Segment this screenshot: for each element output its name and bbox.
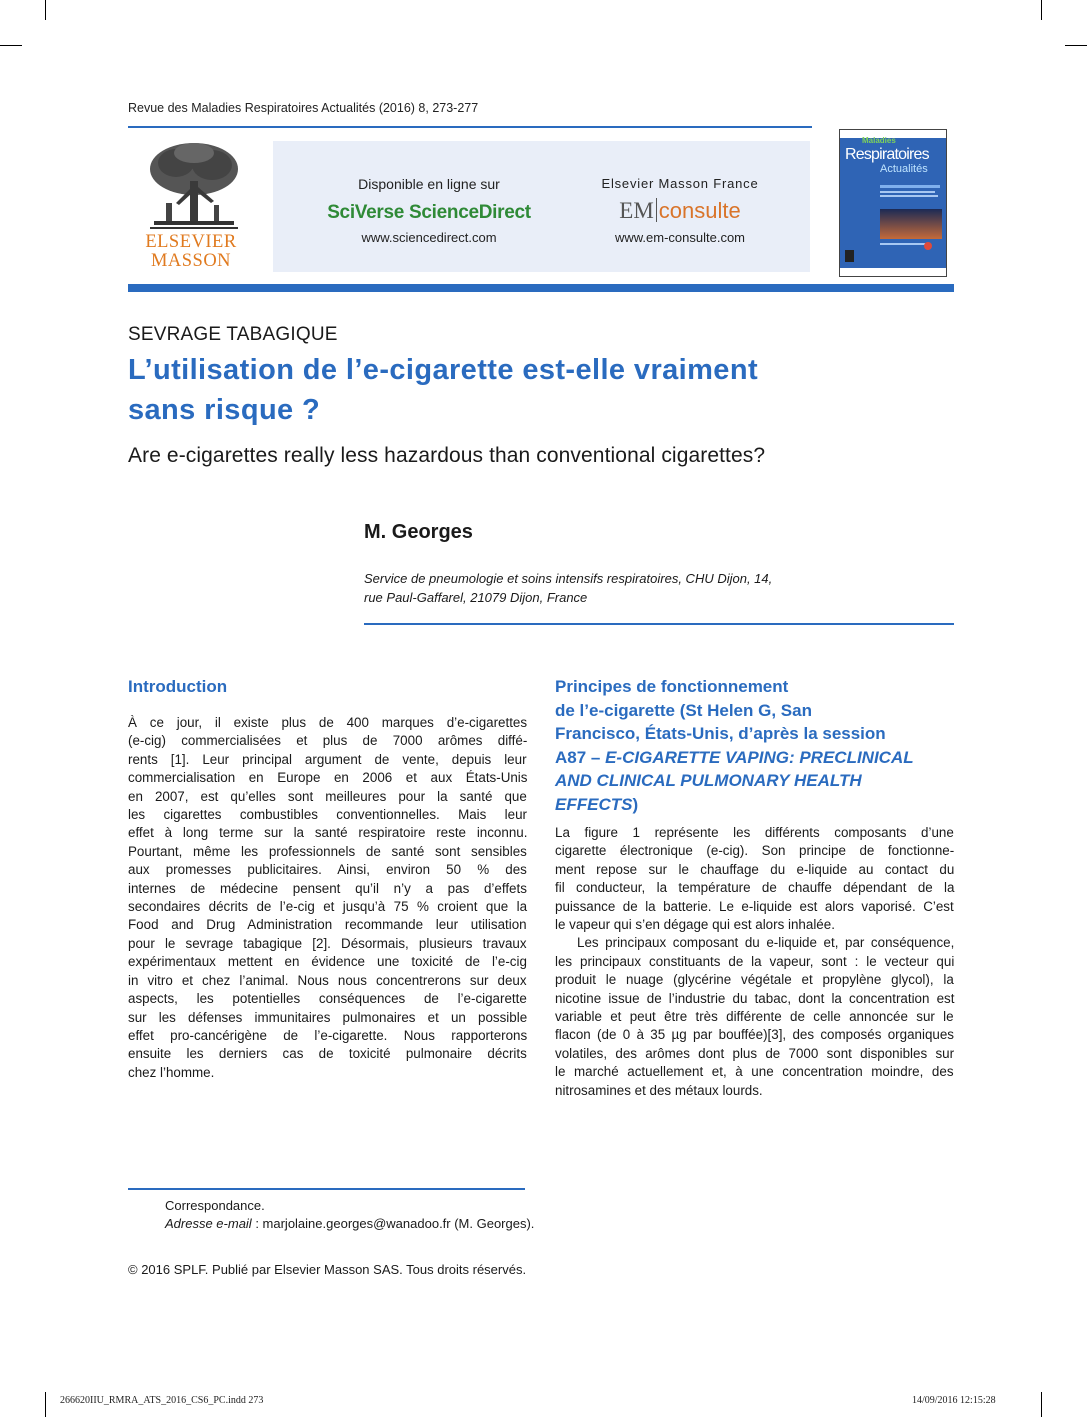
text-line: les principaux constituants de la vapeur, sont : le vecteur qui [555,953,955,969]
text-line: Food and Drug Administration recommande leur utilisation [128,917,527,933]
em-logo-right: consulte [658,198,741,223]
author-name: M. Georges [364,521,473,543]
text-line: À ce jour, il existe plus de 400 marques d’e-cigarettes [128,715,528,730]
article-subtitle: Are e-cigarettes really less hazardous than conventional cigarettes? [128,444,766,467]
print-date-info: 14/09/2016 12:15:28 [912,1395,996,1406]
footnote-rule [128,1188,525,1190]
text-line: La figure 1 représente les différents composants d’une [555,825,954,840]
email-line [165,1215,534,1233]
heading-line-part: A87 – [555,747,606,767]
text-line: sur les défenses immunitaires pulmonaires et un possible [128,1009,528,1025]
text-line: rents [1]. Leur principal argument de vente, depuis leur [128,751,527,767]
cover-badge [924,242,932,250]
email-label: Adresse e-mail [165,1216,252,1231]
principles-body [555,824,954,1100]
correspondence-note [165,1197,534,1233]
text-line: fil conducteur, la température de chauffe dépendant de la [555,880,955,896]
text-line: volatiles, des arômes dont plus de 7000 sont disponibles sur [555,1045,955,1061]
cover-elsevier-icon [845,250,854,262]
heading-line [555,769,950,793]
affiliation-line: Service de pneumologie et soins intensifs respiratoires, CHU Dijon, 14, [364,571,773,586]
em-logo-left: EM [619,198,654,223]
crop-mark [45,1392,46,1417]
correspondence-label: Correspondance. [165,1198,265,1213]
text-line: commercialisation en Europe en 2006 et aux États-Unis [128,770,528,786]
article-title [128,350,888,430]
copyright-notice: © 2016 SPLF. Publié par Elsevier Masson SAS. Tous droits réservés. [128,1262,527,1277]
cover-text-line [880,243,930,245]
email-value[interactable]: : marjolaine.georges@wanadoo.fr (M. Georges). [251,1216,535,1231]
text-line: ensuite les derniers cas de toxicité pulmonaire décrits [128,1046,527,1062]
em-logo-divider [656,198,657,222]
crop-mark [0,45,22,46]
heading-line: de l’e-cigarette (St Helen G, San [555,700,812,720]
text-line: flacon (de 0 à 35 µg par bouffée)[3], des composés organiques [555,1027,954,1043]
heading-line: Francisco, États-Unis, d’après la session [555,724,886,743]
print-file-info: 266620IIU_RMRA_ATS_2016_CS6_PC.indd 273 [60,1395,264,1406]
elsevier-wordmark: ELSEVIER [145,232,237,252]
sciencedirect-link[interactable]: www.sciencedirect.com [361,230,497,245]
journal-cover[interactable] [839,129,947,277]
article-title-line: L’utilisation de l’e-cigarette est-elle vraiment [128,354,758,386]
cover-text-line [880,185,940,188]
heading-line [555,746,950,770]
cover-title-main: Respiratoires [845,146,929,163]
cover-text-line [880,191,935,193]
crop-mark [1041,0,1042,20]
journal-reference: Revue des Maladies Respiratoires Actualités (2016) 8, 273-277 [128,101,479,115]
heading-line-part: AND CLINICAL PULMONARY HEALTH [555,771,862,790]
cover-text-line [880,195,938,197]
principles-heading [555,675,950,816]
masson-wordmark: MASSON [150,251,232,271]
text-line: nicotine issue de l’industrie du tabac, dont la concentration est [555,990,955,1006]
em-publisher-label: Elsevier Masson France [601,176,759,191]
cover-photo [880,209,942,239]
text-line: variable et peut être très différente de celle annoncée sur le [555,1009,954,1025]
text-line: en 2007, est qu’elles sont meilleures pour la santé que [128,788,527,804]
text-line: expérimentaux mettent en évidence une toxicité de l’e-cig [128,954,527,970]
text-line: internes de médecine pensent qu’il n’y a pas d’effets [128,880,527,896]
text-line: effet pro-cancérigène de l’e-cigarette. Nous rapporterons [128,1027,528,1043]
text-line: Pourtant, même les professionnels de santé sont sensibles [128,843,527,859]
sciverse-logo[interactable]: SciVerse ScienceDirect [327,202,531,223]
text-line: effet à long terme sur la santé respiratoire reste inconnu. [128,825,528,841]
principles-paragraph-1 [555,824,954,934]
text-line: nitrosamines et des métaux lourds. [555,1082,763,1098]
principles-paragraph-2 [555,934,954,1100]
text-line: chez l’homme. [128,1064,215,1080]
heading-line-part: E-CIGARETTE VAPING: PRECLINICAL [605,747,914,767]
text-line: aux promesses publicitaires. Ainsi, environ 50 % des [128,862,527,878]
text-line: puissance de la batterie. Le e-liquide est alors vaporisé. C’est [555,898,954,914]
em-consulte-link[interactable]: www.em-consulte.com [614,230,746,245]
text-line: in vitro et chez l’animal. Nous nous concentrerons sur deux [128,972,527,988]
text-line: cigarette électronique (e-cig). Son principe de fonctionne- [555,843,955,859]
text-line: Les principaux composant du e-liquide et, par conséquence, [577,935,955,951]
text-line: le vapeur qui s’en dégage qui est alors inhalée. [555,917,835,933]
text-line: aspects, les potentielles conséquences de l’e-cigarette [128,991,527,1007]
heading-line: Principes de fonctionnement [555,677,789,696]
author-rule [364,623,954,625]
heading-line-part: ) [632,794,639,814]
introduction-body [128,714,527,1082]
section-label: SEVRAGE TABAGIQUE [128,324,338,345]
affiliation-line: rue Paul-Gaffarel, 21079 Dijon, France [364,590,588,605]
heading-line-part: EFFECTS [555,794,633,814]
introduction-heading: Introduction [128,677,228,696]
text-line: pour le sevrage tabagique [2]. Désormais, plusieurs travaux [128,935,527,951]
banner-bottom-rule [128,284,954,292]
heading-line [555,793,950,817]
em-consulte-logo[interactable] [575,198,785,224]
crop-mark [1065,45,1087,46]
text-line: produit le nuage (glycérine végétale et propylène glycol), la [555,972,954,988]
cover-title-small: Maladies [862,136,896,145]
crop-mark [1041,1392,1042,1417]
author-affiliation [364,569,884,607]
publisher-logo [128,141,258,272]
text-line: ment repose sur le chauffage du e-liquide au contact du [555,861,955,877]
cover-title-sub: Actualités [880,163,928,175]
elsevier-tree-icon [146,141,242,233]
text-line: le marché actuellement et, à une concentration moindre, des [555,1064,954,1080]
article-title-line: sans risque ? [128,394,321,426]
text-line: (e-cig) commercialisées et plus de 7000 arômes diffé- [128,733,528,749]
crop-mark [45,0,46,20]
text-line: secondaires décrits de l’e-cig et jusqu’à 75 % croient que la [128,899,528,915]
available-online-label: Disponible en ligne sur [358,176,500,192]
header-rule [128,126,812,128]
text-line: les cigarettes combustibles conventionnelles. Mais leur [128,807,527,823]
